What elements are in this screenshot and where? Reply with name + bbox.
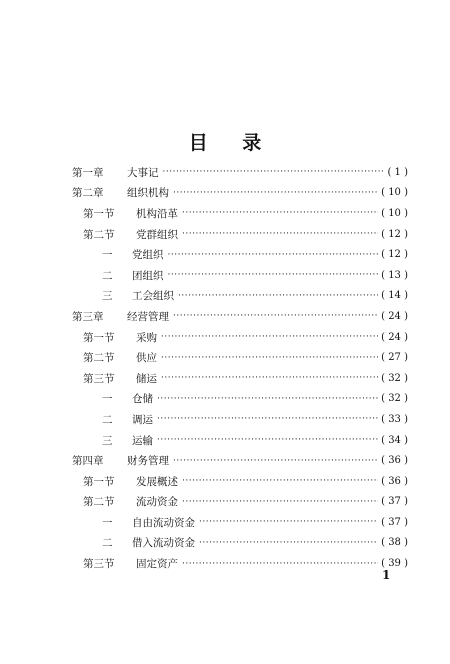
toc-entry-number: 第四章 bbox=[72, 455, 104, 468]
toc-entry-page: ( 14 ) bbox=[381, 290, 408, 302]
leader-dots bbox=[173, 456, 378, 466]
toc-entry-number: 第一节 bbox=[83, 207, 115, 220]
leader-dots bbox=[199, 538, 378, 548]
toc-entry-number: 第二节 bbox=[83, 228, 115, 241]
toc-entry-page: ( 10 ) bbox=[381, 187, 408, 199]
toc-entry-text: 财务管理 bbox=[127, 455, 169, 468]
toc-entry bbox=[72, 471, 408, 492]
toc-entry-page: ( 12 ) bbox=[381, 228, 408, 240]
leader-dots bbox=[199, 517, 378, 527]
toc-entry-page: ( 32 ) bbox=[381, 372, 408, 384]
toc-entry-label bbox=[72, 453, 173, 468]
leader-dots bbox=[182, 497, 378, 507]
toc-entry-label bbox=[72, 535, 199, 550]
toc-entry-label bbox=[72, 227, 182, 242]
toc-title: 目 录 bbox=[188, 132, 276, 154]
toc-entry-page: ( 27 ) bbox=[381, 352, 408, 364]
toc-entry-number: 二 bbox=[102, 537, 113, 550]
toc-entry-number: 第二节 bbox=[83, 496, 115, 509]
toc-entry bbox=[72, 327, 408, 348]
toc-entry-label bbox=[72, 350, 161, 365]
toc-entry bbox=[72, 430, 408, 451]
toc-entry-label bbox=[72, 556, 182, 571]
toc-entry-text: 运输 bbox=[132, 434, 153, 447]
leader-dots bbox=[182, 229, 378, 239]
toc-entry-text: 团组织 bbox=[132, 269, 164, 282]
page-number: 1 bbox=[382, 568, 391, 582]
toc-entry bbox=[72, 533, 408, 554]
leader-dots bbox=[168, 250, 379, 260]
toc-entry-page: ( 37 ) bbox=[381, 496, 408, 508]
leader-dots bbox=[173, 311, 378, 321]
toc-entry bbox=[72, 162, 408, 183]
toc-entry-label bbox=[72, 391, 157, 406]
toc-entry-label bbox=[72, 371, 161, 386]
toc-entry-number: 第三章 bbox=[72, 310, 104, 323]
toc-entry-label bbox=[72, 247, 168, 262]
toc-entry bbox=[72, 368, 408, 389]
leader-dots bbox=[182, 559, 378, 569]
toc-entry bbox=[72, 183, 408, 204]
toc-entry-number: 一 bbox=[102, 249, 113, 262]
toc-entry-number: 第一节 bbox=[83, 331, 115, 344]
toc-entry-number: 第二节 bbox=[83, 352, 115, 365]
toc-entry bbox=[72, 244, 408, 265]
toc-entry bbox=[72, 553, 408, 574]
toc-entry-text: 采购 bbox=[136, 331, 157, 344]
toc-entry-text: 机构沿革 bbox=[136, 207, 178, 220]
leader-dots bbox=[178, 291, 378, 301]
toc-entry-page: ( 32 ) bbox=[381, 393, 408, 405]
toc-entry-text: 借入流动资金 bbox=[132, 537, 195, 550]
leader-dots bbox=[161, 373, 378, 383]
leader-dots bbox=[182, 476, 378, 486]
toc-entry-text: 大事记 bbox=[127, 166, 159, 179]
toc-entry-label bbox=[72, 433, 157, 448]
toc-entry bbox=[72, 492, 408, 513]
leader-dots bbox=[161, 332, 378, 342]
table-of-contents bbox=[72, 162, 408, 574]
leader-dots bbox=[157, 435, 378, 445]
toc-entry-text: 仓储 bbox=[132, 393, 153, 406]
toc-entry-label bbox=[72, 185, 173, 200]
toc-entry-label bbox=[72, 515, 199, 530]
leader-dots bbox=[168, 270, 379, 280]
toc-entry-page: ( 1 ) bbox=[387, 166, 408, 178]
leader-dots bbox=[161, 353, 378, 363]
toc-entry-label bbox=[72, 206, 182, 221]
toc-entry-text: 党群组织 bbox=[136, 228, 178, 241]
toc-entry-label bbox=[72, 268, 168, 283]
toc-entry-number: 三 bbox=[102, 290, 113, 303]
toc-entry-number: 第一节 bbox=[83, 475, 115, 488]
toc-entry bbox=[72, 389, 408, 410]
toc-entry-page: ( 34 ) bbox=[381, 434, 408, 446]
toc-entry-page: ( 24 ) bbox=[381, 310, 408, 322]
toc-entry bbox=[72, 265, 408, 286]
toc-entry-label bbox=[72, 288, 178, 303]
toc-entry-text: 自由流动资金 bbox=[132, 516, 195, 529]
toc-entry-number: 第一章 bbox=[72, 166, 104, 179]
toc-entry-number: 第三节 bbox=[83, 558, 115, 571]
toc-entry-label bbox=[72, 494, 182, 509]
toc-entry-page: ( 24 ) bbox=[381, 331, 408, 343]
toc-entry-page: ( 37 ) bbox=[381, 516, 408, 528]
toc-entry bbox=[72, 409, 408, 430]
toc-entry-label bbox=[72, 165, 163, 180]
toc-entry-text: 经营管理 bbox=[127, 310, 169, 323]
toc-entry-label bbox=[72, 309, 173, 324]
toc-entry-text: 调运 bbox=[132, 413, 153, 426]
leader-dots bbox=[157, 414, 378, 424]
toc-entry-page: ( 38 ) bbox=[381, 537, 408, 549]
leader-dots bbox=[173, 188, 378, 198]
toc-entry-number: 三 bbox=[102, 434, 113, 447]
toc-entry-page: ( 33 ) bbox=[381, 413, 408, 425]
toc-entry-text: 固定资产 bbox=[136, 558, 178, 571]
toc-entry-number: 二 bbox=[102, 413, 113, 426]
toc-entry-label bbox=[72, 412, 157, 427]
toc-entry-number: 一 bbox=[102, 393, 113, 406]
toc-entry-text: 供应 bbox=[136, 352, 157, 365]
toc-entry-page: ( 10 ) bbox=[381, 207, 408, 219]
toc-entry bbox=[72, 203, 408, 224]
toc-entry-number: 一 bbox=[102, 516, 113, 529]
toc-entry-number: 第二章 bbox=[72, 187, 104, 200]
leader-dots bbox=[163, 167, 385, 177]
toc-entry-text: 组织机构 bbox=[127, 187, 169, 200]
leader-dots bbox=[157, 394, 378, 404]
toc-entry-text: 工会组织 bbox=[132, 290, 174, 303]
toc-entry-number: 二 bbox=[102, 269, 113, 282]
toc-entry-page: ( 36 ) bbox=[381, 475, 408, 487]
toc-entry bbox=[72, 347, 408, 368]
toc-entry bbox=[72, 512, 408, 533]
leader-dots bbox=[182, 208, 378, 218]
toc-entry-page: ( 12 ) bbox=[381, 249, 408, 261]
toc-entry-page: ( 13 ) bbox=[381, 269, 408, 281]
toc-entry bbox=[72, 306, 408, 327]
toc-entry-number: 第三节 bbox=[83, 372, 115, 385]
toc-entry-label bbox=[72, 330, 161, 345]
toc-entry-text: 储运 bbox=[136, 372, 157, 385]
toc-entry bbox=[72, 224, 408, 245]
toc-entry-page: ( 39 ) bbox=[381, 558, 408, 570]
toc-entry-label bbox=[72, 474, 182, 489]
toc-entry bbox=[72, 450, 408, 471]
toc-entry-text: 流动资金 bbox=[136, 496, 178, 509]
toc-entry-text: 发展概述 bbox=[136, 475, 178, 488]
toc-entry-page: ( 36 ) bbox=[381, 455, 408, 467]
toc-entry bbox=[72, 286, 408, 307]
toc-entry-text: 党组织 bbox=[132, 249, 164, 262]
